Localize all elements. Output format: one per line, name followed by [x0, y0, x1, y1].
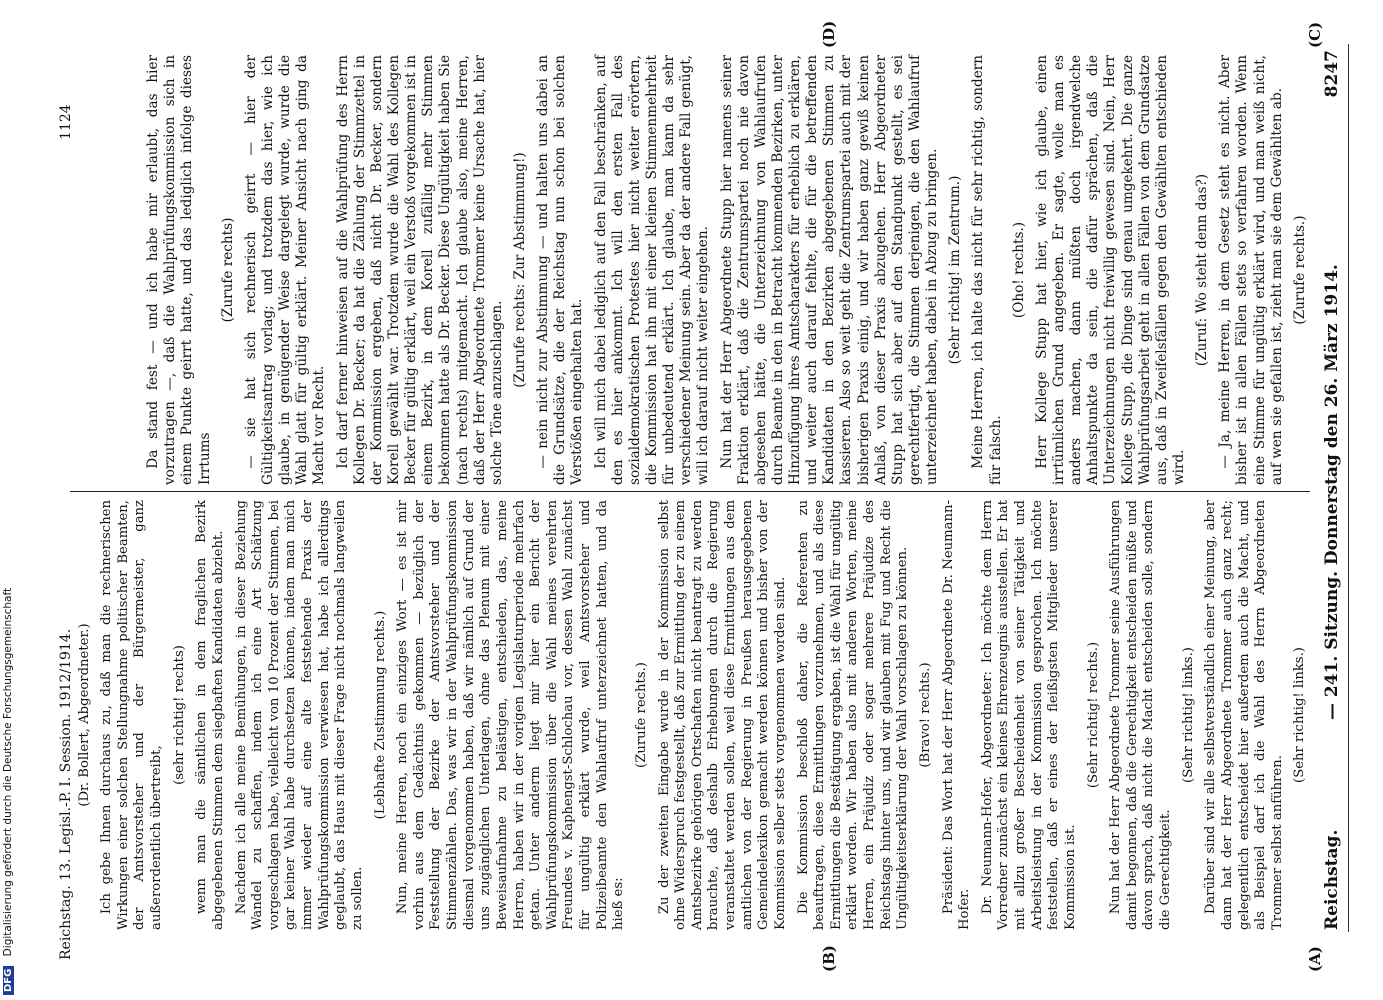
page-number-region: [58, 80, 88, 140]
paragraph: Ich gebe Ihnen durchaus zu, daß man die rechnerischen Wirkungen einer solchen Stellungnahme politischer Beamten, der Amtsvorsteher und der Bürgermeister, ganz außerordentlich übertreibt,: [99, 500, 164, 930]
footer-bar: [70, 930, 1310, 960]
paragraph: — nein nicht zur Abstimmung — und halten uns dabei an die Grundsätze, die der Reichstag nun schon bei solchen Verstößen eingehalten hat.: [535, 55, 586, 485]
interjection: (Zurufe rechts.): [633, 662, 649, 768]
left-column-text: [75, 500, 1316, 930]
margin-marker-d: (D): [820, 20, 838, 48]
header-page-number: 8247: [1322, 50, 1342, 98]
paragraph: Präsident: Das Wort hat der Herr Abgeordnete Dr. Neumann-Hofer.: [940, 500, 973, 930]
paragraph: Nun hat der Herr Abgeordnete Trommer seine Ausführungen damit begonnen, daß die Gerechtigkeit entscheiden müßte und davon sprach, daß nicht die Macht entscheiden solle, sondern die Gerechtigkeit.: [1108, 500, 1173, 930]
paragraph: Nun, meine Herren, noch ein einziges Wort — es ist mir vorhin aus dem Gedächtnis gekommen — bezüglich der Feststellung der Bezirke der Amtsvorsteher und der Stimmenzählen. Das, was wir in der Wahlprüfungskommission diesmal vorgenommen haben, daß wir nämlich auf Grund der uns zugänglichen Unterlagen, ohne das Plenum mit einer Beweisaufnahme zu belästigen, entschieden, das, meine Herren, haben wir in der vorigen Legislaturperiode mehrfach getan. Unter anderm liegt mir hier ein Bericht der Wahlprüfungskommission über die Wahl meines verehrten Freundes v. Kaphengst-Schlochau vor, dessen Wahl zunächst für ungültig erklärt wurde, weil Amtsvorsteher und Polizeibeamte den Wahlaufruf unterzeichnet hatten, und da hieß es:: [395, 500, 627, 930]
footer-page-number: 1124: [58, 104, 74, 140]
interjection: (Sehr richtig! rechts.): [1085, 641, 1101, 789]
paragraph: Darüber sind wir alle selbstverständlich einer Meinung, aber dann hat der Herr Abgeordnete Trommer auch ganz recht; gelegentlich entscheidet hier außerdem auch die Macht, und als Beispiel darf ich die Wahl des Herrn Abgeordneten Trommer selbst anführen.: [1203, 500, 1285, 930]
paragraph: Herr Kollege Stupp hat hier, wie ich glaube, einen irrtümlichen Grund angegeben. Er sagte, wolle man es anders machen, dann müßten doch irgendwelche Anhaltspunkte da sein, die dafür sprächen, daß die Unterzeichnungen nicht freiwillig gewesen sind. Nein, Herr Kollege Stupp, die Dinge sind genau umgekehrt. Die ganze Wahlprüfungsarbeit geht in allen Fällen von dem Grundsatze aus, daß in Zweifelsfällen gegen den Gewählten entschieden wird.: [1033, 55, 1188, 485]
interjection: (Zurufe rechts): [219, 217, 236, 323]
paragraph: Dr. Neumann-Hofer, Abgeordneter: Ich möchte dem Herrn Vorredner zunächst ein kleines Ehrenzeugnis ausstellen. Er hat mit allzu großer Bescheidenheit von seiner Tätigkeit und Arbeitsleistung in der Kommission gesprochen. Ich möchte feststellen, daß er eines der fleißigsten Mitglieder unserer Kommission ist.: [979, 500, 1078, 930]
column-divider: [70, 491, 1310, 492]
interjection: (sehr richtig! rechts): [171, 645, 187, 785]
paragraph: Zu der zweiten Eingabe wurde in der Kommission selbst ohne Widerspruch festgestellt, daß zur Ermittlung der zu einem Amtsbezirke gehörigen Ortschaften nicht beantragt zu werden brauchte, daß deshalb Erhebungen durch die Regierung veranstaltet werden sollen, weil diese Ermittlungen aus dem amtlichen von der Regierung in Preußen herausgegebenen Gemeindelexikon gemacht werden können und bisher von der Kommission selber stets vorgenommen worden sind.: [656, 500, 788, 930]
margin-marker-a: (A): [1306, 946, 1324, 972]
paragraph: Nachdem ich alle meine Bemühungen, in dieser Beziehung Wandel zu schaffen, indem ich eine Art Schätzung vorgeschlagen habe, vielleicht von 10 Prozent der Stimmen, bei gar keiner Wahl habe durchsetzen können, indem man mich immer wieder auf eine alte feststehende Praxis der Wahlprüfungskommission verwiesen hat, habe ich allerdings geglaubt, das Haus mit dieser Frage nicht nochmals langweilen zu sollen.: [233, 500, 365, 930]
footer-region: [58, 140, 88, 960]
side-note-region: [0, 587, 18, 995]
interjection: (Bravo! rechts.): [917, 662, 933, 768]
paragraph: — Ja, meine Herren, in dem Gesetz steht es nicht. Aber bisher ist in allen Fällen stets so verfahren worden. Wenn eine Stimme für ungültig erklärt wird, und man weiß nicht, auf wen sie gefallen ist, zieht man sie dem Gewählten ab.: [1217, 55, 1285, 485]
margin-marker-c: (C): [1306, 21, 1324, 48]
paragraph: Da stand fest — und ich habe mir erlaubt, das hier vorzutragen —, daß die Wahlprüfungskommission sich in einem Punkte geirrt hatte, und das lediglich infolge dieses Irrtums: [145, 55, 213, 485]
paragraph: Meine Herren, ich halte das nicht für sehr richtig, sondern für falsch.: [970, 55, 1004, 485]
right-column-text: [145, 55, 1315, 485]
paragraph: Nun hat der Herr Abgeordnete Stupp hier namens seiner Fraktion erklärt, daß die Zentrumspartei noch nie davon abgesehen hätte, die Unterzeichnung von Wahlaufrufen durch Beamte in den in Betracht kommenden Bezirken, unter Hinzufügung ihres Amtscharakters für erheblich zu erklären, und weiter auch darauf fehlte, die für die betreffenden Kandidaten in den Bezirken abgegebenen Stimmen zu kassieren. Also so weit geht die Zentrumspartei auch mit der bisherigen Praxis einig, und wir haben ganz gewiß keinen Anlaß, von dieser Praxis abzugehen. Herr Abgeordneter Stupp hat sich aber auf den Standpunkt gestellt, es sei gerechtfertigt, die Stimmen derjenigen, die den Wahlaufruf unterzeichnet haben, dabei in Abzug zu bringen.: [718, 55, 941, 485]
interjection: (Dr. Bollert, Abgeordneter.): [76, 623, 92, 807]
paragraph: Ich darf ferner hinweisen auf die Wahlprüfung des Herrn Kollegen Dr. Becker; da hat die Zählung der Stimmzettel in der Kommission ergeben, daß nicht Dr. Becker, sondern Korell gewählt war. Trotzdem wurde die Wahl des Kollegen Becker für gültig erklärt, weil ein Verstoß vorgekommen ist in einem Bezirk, in dem Korell zufällig mehr Stimmen bekommen hatte als Dr. Becker. Diese Ungültigkeit haben Sie (nach rechts) mitgemacht. Ich glaube also, meine Herren, daß der Herr Abgeordnete Trommer keine Ursache hat, hier solche Töne anzuschlagen.: [334, 55, 505, 485]
dfg-logo: DFG: [3, 966, 14, 995]
paragraph: Ich will mich dabei lediglich auf den Fall beschränken, auf den es hier ankommt. Ich will den ersten Fall des sozialdemokratischen Protestes hier nicht weiter erörtern, die Kommission hat ihn mit einer kleinen Stimmenmehrheit für unbedeutend erklärt. Ich glaube, man kann da sehr verschiedener Meinung sein. Aber da der andere Fall genügt, will ich darauf nicht weiter eingehen.: [592, 55, 712, 485]
paragraph: Die Kommission beschloß daher, die Referenten zu beauftragen, diese Ermittlungen vorzunehmen, und als diese Ermittlungen die Bestätigung ergaben, ist die Wahl für ungültig erklärt worden. Wir haben also mit anderen Worten, meine Herren, ein Präjudiz oder sogar mehrere Präjudize des Reichstags hinter uns, und wir glauben mit Fug und Recht die Ungültigkeitserklärung der Wahl vorschlagen zu können.: [795, 500, 911, 930]
paragraph: — sie hat sich rechnerisch geirrt — hier der Gültigkeitsantrag vorlag; und trotzdem das hier, wie ich glaube, in genügender Weise dargelegt wurde, wurde die Wahl glatt für gültig erklärt. Meiner Ansicht nach ging da Macht vor Recht.: [242, 55, 328, 485]
header-left: Reichstag.: [1322, 829, 1342, 930]
interjection: (Sehr richtig! im Zentrum.): [947, 175, 964, 365]
interjection: (Sehr richtig! links.): [1180, 647, 1196, 783]
digitization-note: Digitalisierung gefördert durch die Deutsche Forschungsgemeinschaft: [2, 587, 14, 957]
margin-marker-b: (B): [820, 945, 838, 972]
left-column: [70, 500, 1315, 930]
footer-session-info: Reichstag. 13. Legisl.-P. I. Session. 1912/1914.: [58, 628, 74, 960]
right-column: [70, 55, 1315, 485]
interjection: (Zurufe rechts.): [1291, 215, 1308, 325]
header-title: — 241. Sitzung. Donnerstag den 26. März 1914.: [1322, 264, 1342, 720]
header-rule: [1348, 44, 1349, 932]
interjection: (Lebhafte Zustimmung rechts.): [372, 610, 388, 820]
interjection: (Zuruf: Wo steht denn das?): [1194, 173, 1211, 367]
paragraph: wenn man die sämtlichen in dem fraglichen Bezirk abgegebenen Stimmen dem siegbaften Kandidaten abzieht.: [194, 500, 226, 930]
interjection: (Oho! rechts.): [1010, 221, 1027, 319]
interjection: (Zurufe rechts: Zur Abstimmung!): [511, 152, 528, 388]
page-header: [1322, 50, 1348, 930]
interjection: (Sehr richtig! links.): [1292, 647, 1308, 783]
